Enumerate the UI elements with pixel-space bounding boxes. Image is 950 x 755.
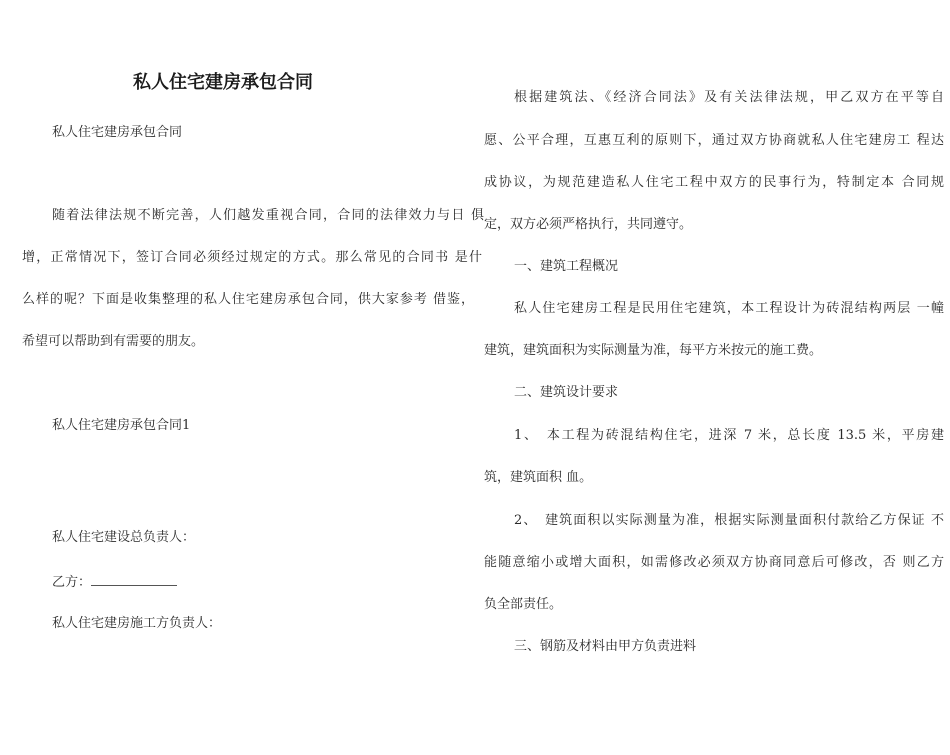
party-b-row: [52, 573, 177, 591]
document-subtitle: 私人住宅建房承包合同: [52, 125, 183, 140]
right-line-2: 愿、公平合理，互惠互利的原则下，通过双方协商就私人住宅建房工 程达: [484, 133, 944, 148]
intro-paragraph-line-3: 么样的呢？下面是收集整理的私人住宅建房承包合同，供大家参考 借鉴，: [22, 292, 474, 307]
contract-heading: 私人住宅建房承包合同1: [52, 418, 191, 433]
party-a-label: 私人住宅建设总负责人：: [52, 530, 196, 545]
right-line-1: 根据建筑法、《经济合同法》及有关法律法规，甲乙双方在平等自: [514, 90, 944, 105]
section-2-item-1-line-2: 筑，建筑面积 血。: [484, 470, 593, 485]
section-2-item-2-line-3: 负全部责任。: [484, 597, 563, 612]
contractor-label: 私人住宅建房施工方负责人：: [52, 616, 222, 631]
section-2-item-1-line-1: 1、 本工程为砖混结构住宅，进深 7 米，总长度 13.5 米，平房建: [514, 428, 944, 443]
intro-paragraph-line-1: 随着法律法规不断完善，人们越发重视合同，合同的法律效力与日 俱: [52, 208, 484, 223]
section-2-item-2-line-2: 能随意缩小或增大面积，如需修改必须双方协商同意后可修改，否 则乙方: [484, 555, 944, 570]
section-1-line-2: 建筑，建筑面积为实际测量为准，每平方米按元的施工费。: [484, 343, 823, 358]
right-line-4: 定，双方必须严格执行，共同遵守。: [484, 217, 693, 232]
party-b-blank: [91, 573, 177, 586]
intro-paragraph-line-4: 希望可以帮助到有需要的朋友。: [22, 334, 205, 349]
section-2-item-2-line-1: 2、 建筑面积以实际测量为准，根据实际测量面积付款给乙方保证 不: [514, 513, 944, 528]
intro-paragraph-line-2: 增，正常情况下，签订合同必须经过规定的方式。那么常见的合同书 是什: [22, 250, 482, 265]
party-b-label: 乙方：: [52, 575, 92, 590]
section-3-heading: 三、钢筋及材料由甲方负责进料: [514, 639, 697, 654]
document-title: 私人住宅建房承包合同: [133, 72, 313, 93]
right-line-3: 成协议，为规范建造私人住宅工程中双方的民事行为，特制定本 合同规: [484, 175, 944, 190]
section-2-heading: 二、建筑设计要求: [514, 385, 619, 400]
section-1-heading: 一、建筑工程概况: [514, 259, 619, 274]
section-1-line-1: 私人住宅建房工程是民用住宅建筑，本工程设计为砖混结构两层 一幢: [514, 301, 944, 316]
